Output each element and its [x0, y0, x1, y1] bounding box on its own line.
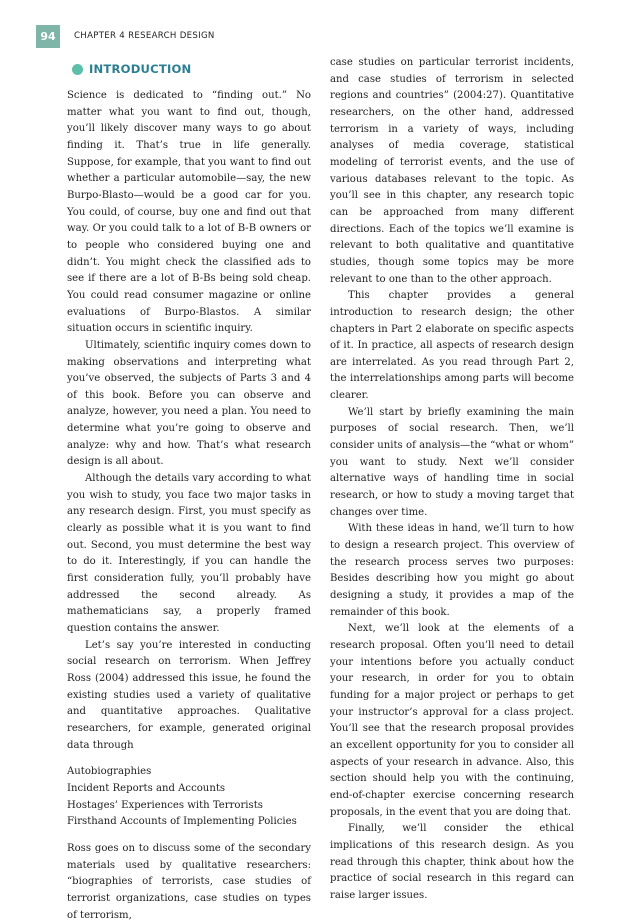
left-column [67, 61, 311, 924]
right-column [330, 55, 574, 904]
paragraph: This chapter provides a general introduction to research design; the other chapters in Part 2 elaborate on specific aspects of it. In practice, all aspects of research design are interrelated. As you read through Part 2, the interrelationships among parts will become clearer. [330, 290, 574, 402]
list-item: Hostages’ Experiences with Terrorists [67, 799, 263, 811]
list-item: Firsthand Accounts of Implementing Policies [67, 816, 297, 828]
paragraph: Ross goes on to discuss some of the secondary materials used by qualitative researchers: “biographies of terrorists, case studies of terrorist organizations, case studies on types of terrorism, [67, 842, 311, 921]
source-list [67, 764, 311, 831]
paragraph: Although the details vary according to what you wish to study, you face two major tasks in any research design. First, you must specify as clearly as possible what it is you want to find out. Second, you must determine the best way to do it. Interestingly, if you can handle the first consideration fully, you’ll probably have addressed the second already. As mathematicians say, a properly framed question contains the answer. [67, 473, 311, 634]
paragraph: Let’s say you’re interested in conducting social research on terrorism. When Jeffrey Ross (2004) addressed this issue, he found the existing studies used a variety of qualitative and quantitative approaches. Qualitative researchers, for example, generated original data through [67, 639, 311, 751]
page-number: 94 [36, 25, 60, 48]
paragraph: Finally, we’ll consider the ethical implications of this research design. As you read through this chapter, think about how the practice of social research in this regard can raise larger issues. [330, 823, 574, 901]
paragraph: We’ll start by briefly examining the main purposes of social research. Then, we’ll consider units of analysis—the “what or whom” you want to study. Next we’ll consider alternative ways of handling time in social research, or how to study a moving target that changes over time. [330, 406, 574, 518]
paragraph: With these ideas in hand, we’ll turn to how to design a research project. This overview of the research process serves two purposes: Besides describing how you might go about designing a study, it provides a map of the remainder of this book. [330, 523, 574, 618]
section-title: INTRODUCTION [89, 62, 192, 77]
paragraph: Science is dedicated to “finding out.” No matter what you want to find out, though, you’ll likely discover many ways to go about finding it. That’s true in life generally. Suppose, for example, that you want to find out whether a particular automobile—say, the new Burpo-Blasto—would be a good car for you. You could, of course, buy one and find out that way. Or you could talk to a lot of B-B owners or to people who considered buying one and didn’t. You might check the classified ads to see if there are a lot of B-Bs being sold cheap. You could read consumer magazine or online evaluations of Burpo-Blastos. A similar situation occurs in scientific inquiry. [67, 90, 311, 335]
paragraph: case studies on particular terrorist incidents, and case studies of terrorism in selected regions and countries” (2004:27). Quantitative researchers, on the other hand, addressed terrorism in a variety of ways, including analyses of media coverage, statistical modeling of terrorist events, and the use of various databases relevant to the topic. As you’ll see in this chapter, any research topic can be approached from many different directions. Each of the topics we’ll examine is relevant to both qualitative and quantitative studies, though some topics may be more relevant to one than to the other approach. [330, 57, 574, 285]
paragraph: Next, we’ll look at the elements of a research proposal. Often you’ll need to detail your intentions before you actually conduct your research, in order for you to obtain funding for a major project or perhaps to get your instructor’s approval for a class project. You’ll see that the research proposal provides an excellent opportunity for you to consider all aspects of your research in advance. Also, this section should help you with the continuing, end-of-chapter exercise concerning research proposals, in the event that you are doing that. [330, 623, 574, 818]
heading-bullet-icon [72, 64, 83, 75]
paragraph: Ultimately, scientific inquiry comes down to making observations and interpreting what you’ve observed, the subjects of Parts 3 and 4 of this book. Before you can observe and analyze, however, you need a plan. You need to determine what you’re going to observe and analyze: why and how. That’s what research design is all about. [67, 339, 311, 468]
list-item: Autobiographies [67, 766, 152, 778]
list-item: Incident Reports and Accounts [67, 782, 226, 794]
running-head: CHAPTER 4 RESEARCH DESIGN [74, 31, 215, 41]
section-heading [72, 61, 311, 78]
